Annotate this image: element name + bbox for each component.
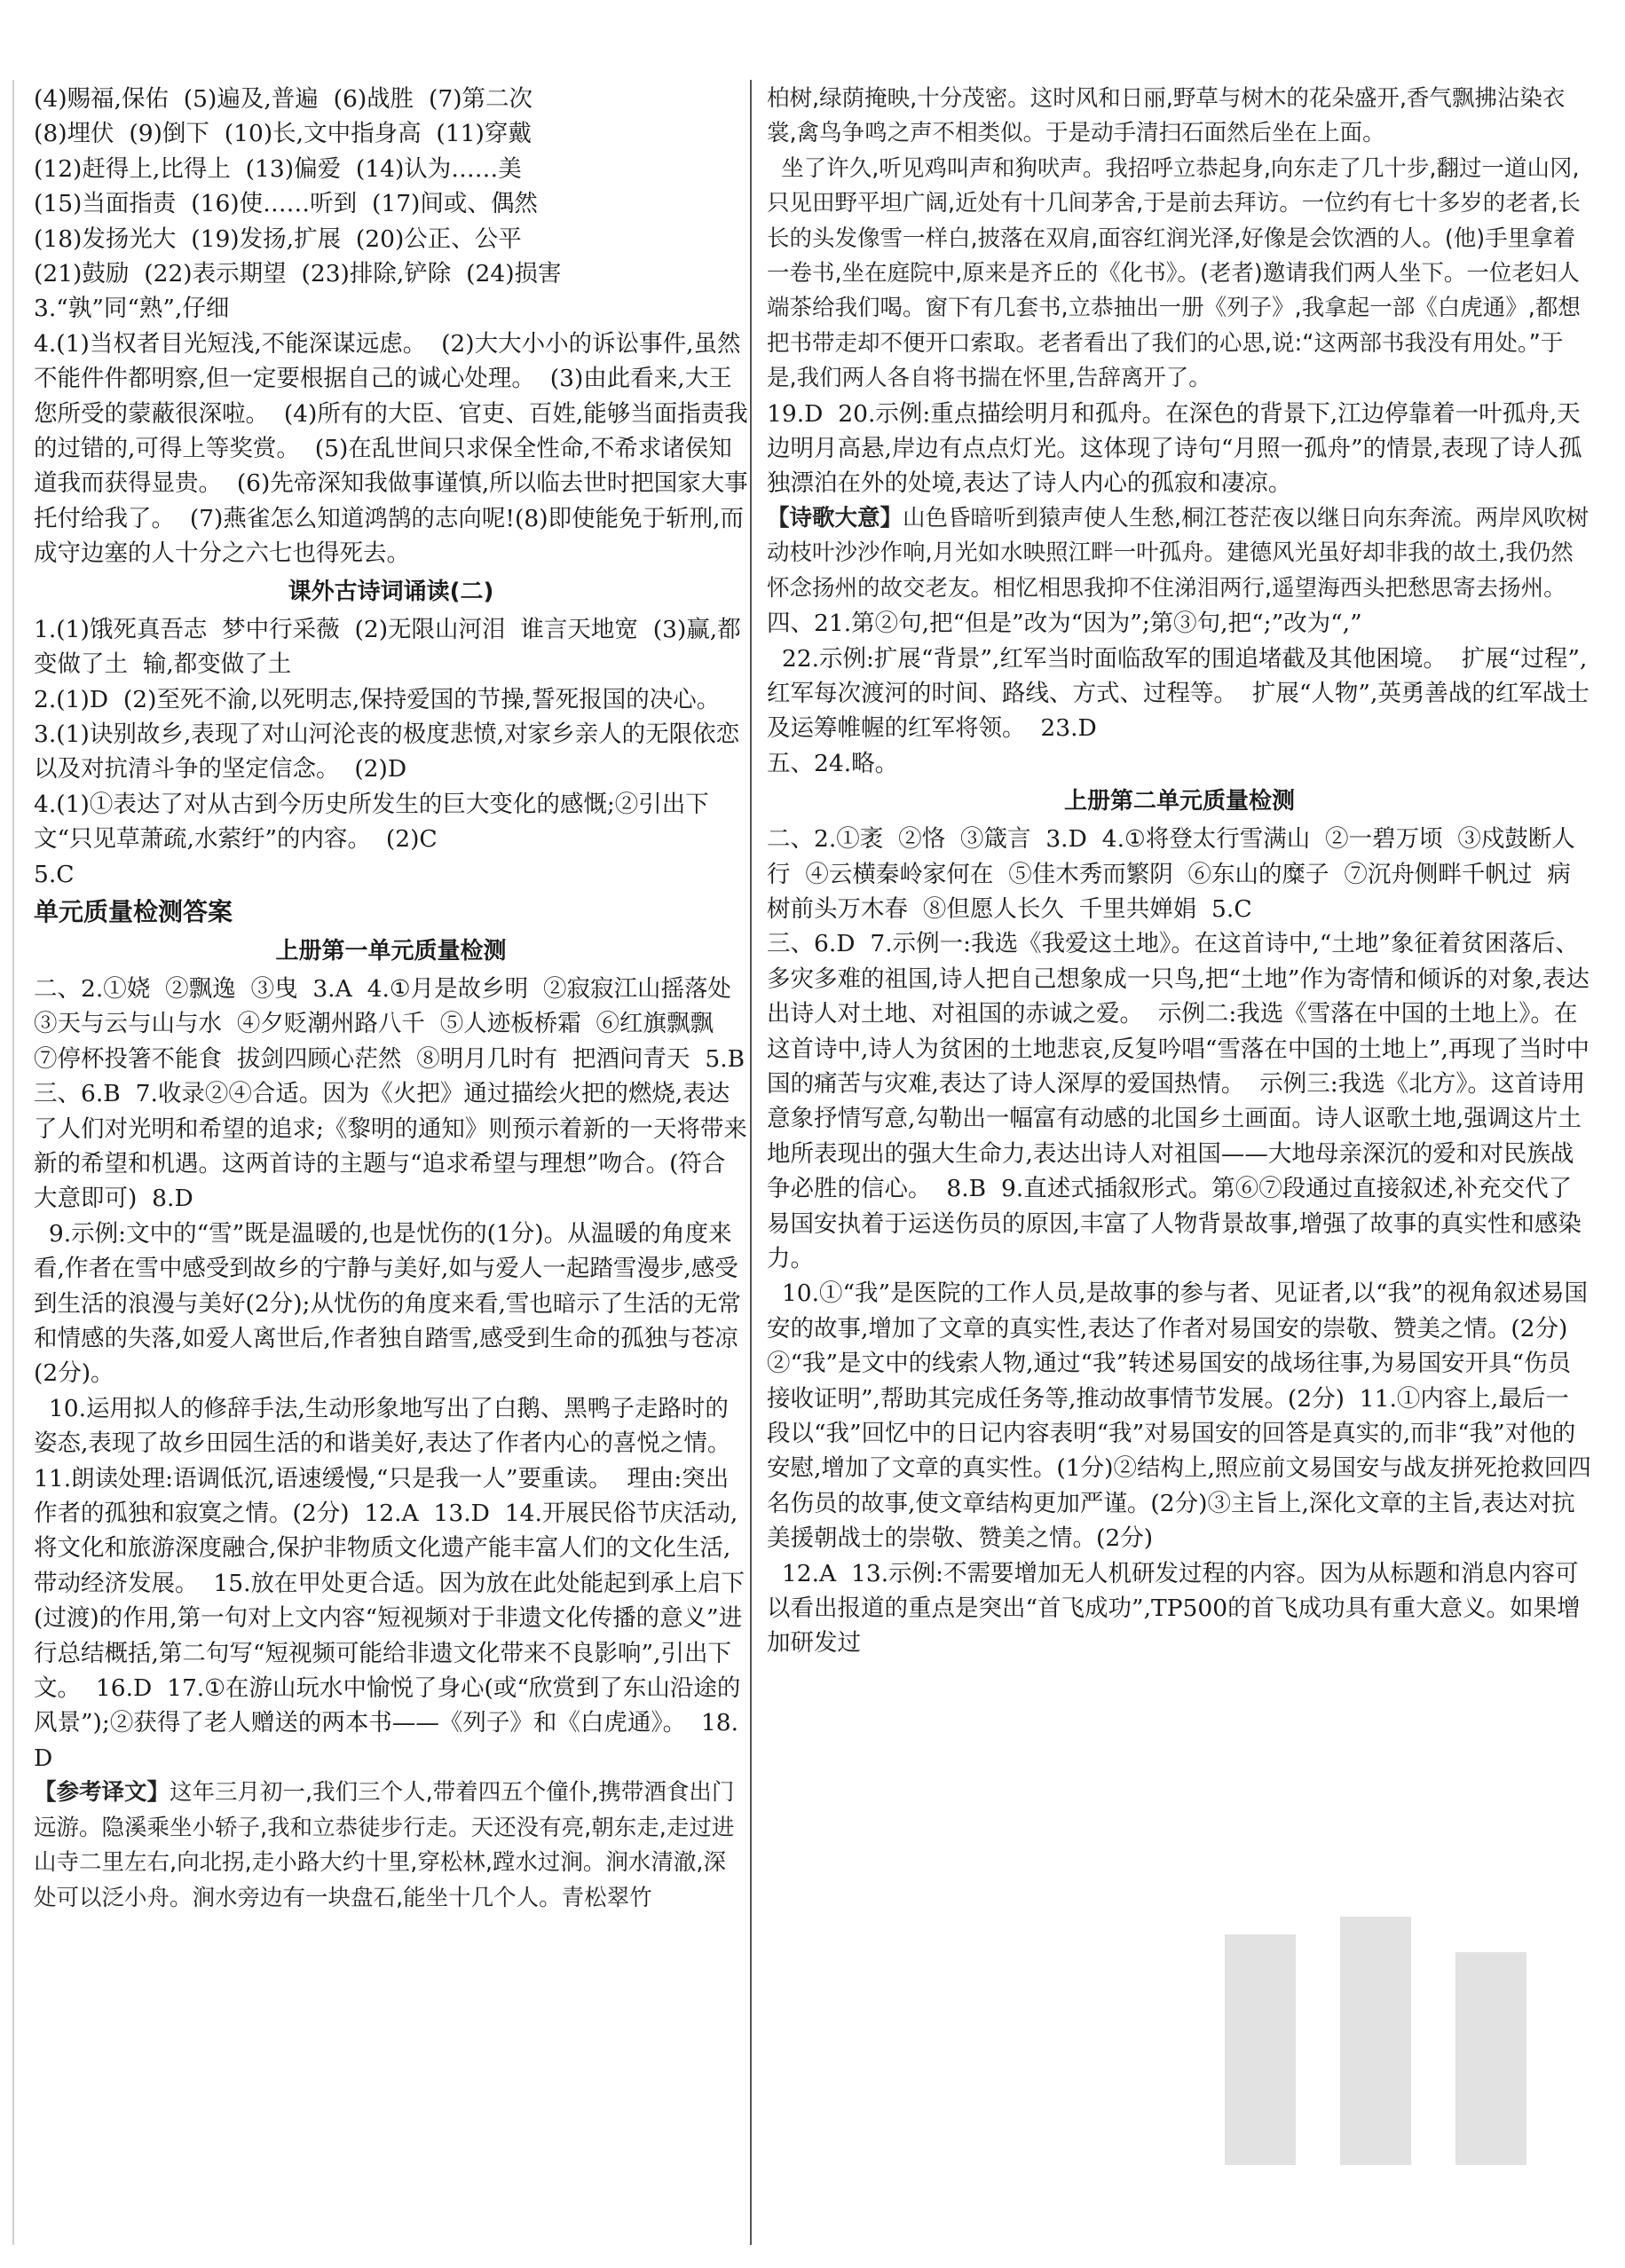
paragraph-tag: 【诗歌大意】 — [767, 504, 903, 532]
watermark-bar-3 — [1455, 1952, 1526, 2165]
paragraph-text: 9.示例:文中的“雪”既是温暖的,也是忧伤的(1分)。从温暖的角度来看,作者在雪中感受到故乡的宁静与美好,如与爱人一起踏雪漫步,感受到生活的浪漫与美好(2分);从忧伤的角度来看,雪也暗示了生活的无常和情感的失落,如爱人离世后,作者独自踏雪,感受到生命的孤独与苍凉(2分)。 — [34, 1219, 741, 1388]
paragraph-text: 4.(1)当权者目光短浅,不能深谋远虑。 (2)大大小小的诉讼事件,虽然不能件件都明察,但一定要根据自己的诚心处理。 (3)由此看来,大王您所受的蒙蔽很深啦。 (4)所有的大臣、官吏、百姓,能够当面指责我的过错的,可得上等奖赏。 (5)在乱世间只求保全性命,不希求诸侯知道我而获得显贵。 (6)先帝深知我做事谨慎,所以临去世时把国家大事托付给我了。 (7)燕雀怎么知道鸿鹄的志向呢!(8)即使能免于斩刑,而成守边塞的人十分之六七也得死去。 — [34, 329, 748, 568]
paragraph-text: 坐了许久,听见鸡叫声和狗吠声。我招呼立恭起身,向东走了几十步,翻过一道山冈,只见田野平坦广阔,近处有十几间茅舍,于是前去拜访。一位约有七十多岁的老者,长长的头发像雪一样白,披落在双肩,面容红润光泽,好像是会饮酒的人。(他)手里拿着一卷书,坐在庭院中,原来是齐丘的《化书》。(老者)邀请我们两人坐下。一位老妇人端茶给我们喝。窗下有几套书,立恭抽出一册《列子》,我拿起一部《白虎通》,都想把书带走却不便开口索取。老者看出了我们的心思,说:“这两部书我没有用处。”于是,我们两人各自将书揣在怀里,告辞离开了。 — [767, 154, 1581, 392]
watermark-bar-2 — [1340, 1917, 1411, 2165]
right-column — [767, 82, 1592, 1661]
paragraph-text: 1.(1)饿死真吾志 梦中行采薇 (2)无限山河泪 谁言天地宽 (3)赢,都变做了土 输,都变做了土 — [34, 615, 741, 679]
paragraph-text: 四、21.第②句,把“但是”改为“因为”;第③句,把“;”改为“,” — [767, 610, 1362, 638]
paragraph-text: 上册第二单元质量检测 — [1063, 788, 1295, 815]
subsection-heading — [767, 783, 1592, 820]
paragraph-text: 二、2.①袤 ②恪 ③箴言 3.D 4.①将登太行雪满山 ②一碧万顷 ③戍鼓断人行 ④云横秦岭家何在 ⑤佳木秀而繁阴 ⑥东山的糜子 ⑦沉舟侧畔千帆过 病树前头万木春 ⑧但愿人长久 千里共婵娟 5.C — [767, 825, 1575, 923]
translation-paragraph — [767, 152, 1592, 397]
answer-paragraph — [34, 612, 748, 682]
paragraph-text: 山色昏暗听到猿声使人生愁,桐江苍茫夜以继日向东奔流。两岸风吹树动枝叶沙沙作响,月光如水映照江畔一叶孤舟。建德风光虽好却非我的故土,我仍然怀念扬州的故交老友。相忆相思我抑不住涕泪两行,遥望海西头把愁思寄去扬州。 — [767, 504, 1590, 602]
answer-paragraph — [34, 222, 748, 256]
paragraph-text: 三、6.D 7.示例一:我选《我爱这土地》。在这首诗中,“土地”象征着贫困落后、多灾多难的祖国,诗人把自己想象成一只鸟,把“土地”作为寄情和倾诉的对象,表达出诗人对土地、对祖国的赤诚之爱。 示例二:我选《雪落在中国的土地上》。在这首诗中,诗人为贫困的土地悲哀,反复吟唱“雪落在中国的土地上”,再现了当时中国的痛苦与灾难,表达了诗人深厚的爱国热情。 示例三:我选《北方》。这首诗用意象抒情写意,勾勒出一幅富有动感的北国乡土画面。诗人讴歌土地,强调这片土地所表现出的强大生命力,表达出诗人对祖国——大地母亲深沉的爱和对民族战争必胜的信心。 8.B 9.直述式插叙形式。第⑥⑦段通过直接叙述,补充交代了易国安执着于运送伤员的原因,丰富了人物背景故事,增强了故事的真实性和感染力。 — [767, 930, 1590, 1272]
column-divider — [750, 80, 752, 2245]
subsection-heading — [34, 933, 748, 970]
paragraph-text: 4.(1)①表达了对从古到今历史所发生的巨大变化的感慨;②引出下文“只见草萧疏,水萦纡”的内容。 (2)C — [34, 790, 709, 854]
paragraph-tag: 【参考译文】 — [34, 1779, 170, 1807]
watermark-logo — [1189, 1899, 1589, 2192]
answer-paragraph — [34, 1217, 748, 1391]
paragraph-text: (21)鼓励 (22)表示期望 (23)排除,铲除 (24)损害 — [34, 260, 562, 288]
paragraph-text: 这年三月初一,我们三个人,带着四五个僮仆,携带酒食出门远游。隐溪乘坐小轿子,我和立恭徒步行走。天还没有亮,朝东走,走过进山寺二里左右,向北拐,走小路大约十里,穿松林,蹚水过涧。涧水清澈,深处可以泛小舟。涧水旁边有一块盘石,能坐十几个人。青松翠竹 — [34, 1779, 735, 1911]
answer-paragraph — [34, 1391, 748, 1776]
answer-paragraph — [767, 1276, 1592, 1555]
answer-paragraph — [767, 746, 1592, 781]
paragraph-text: 课外古诗词诵读(二) — [288, 578, 494, 605]
translation-paragraph — [767, 82, 1592, 152]
answer-paragraph — [34, 152, 748, 186]
paragraph-text: 5.C — [34, 860, 75, 888]
answer-paragraph — [34, 717, 748, 787]
answer-paragraph — [34, 256, 748, 291]
paragraph-text: (15)当面指责 (16)使……听到 (17)间或、偶然 — [34, 190, 538, 218]
paragraph-text: 22.示例:扩展“背景”,红军当时面临敌军的围追堵截及其他困境。 扩展“过程”,红军每次渡河的时间、路线、方式、过程等。 扩展“人物”,英勇善战的红军战士及运筹帷幄的红军将领。 23.D — [767, 644, 1590, 743]
paragraph-text: 三、6.B 7.收录②④合适。因为《火把》通过描绘火把的燃烧,表达了人们对光明和希望的追求;《黎明的通知》则预示着新的一天将带来新的希望和机遇。这两首诗的主题与“追求希望与理想”吻合。(符合大意即可) 8.D — [34, 1080, 747, 1213]
paragraph-text: 19.D 20.示例:重点描绘明月和孤舟。在深色的背景下,江边停靠着一叶孤舟,天边明月高悬,岸边有点点灯光。这体现了诗句“月照一孤舟”的情景,表现了诗人孤独漂泊在外的处境,表达了诗人内心的孤寂和凄凉。 — [767, 399, 1582, 498]
answer-paragraph — [767, 397, 1592, 501]
paragraph-text: 10.运用拟人的修辞手法,生动形象地写出了白鹅、黑鸭子走路时的姿态,表现了故乡田园生活的和谐美好,表达了作者内心的喜悦之情。 11.朗读处理:语调低沉,语速缓慢,“只是我一人”要重读。 理由:突出作者的孤独和寂寞之情。(2分) 12.A 13.D 14.开展民俗节庆活动,将文化和旅游深度融合,保护非物质文化遗产能丰富人们的文化生活,带动经济发展。 15.放在甲处更合适。因为放在此处能起到承上启下(过渡)的作用,第一句对上文内容“短视频对于非遗文化传播的意义”进行总结概括,第二句写“短视频可能给非遗文化带来不良影响”,引出下文。 16.D 17.①在游山玩水中愉悦了身心(或“欣赏到了东山沿途的风景”);②获得了老人赠送的两本书——《列子》和《白虎通》。 18.D — [34, 1394, 746, 1772]
paragraph-text: (4)赐福,保佑 (5)遍及,普遍 (6)战胜 (7)第二次 — [34, 85, 533, 113]
paragraph-text: 3.“孰”同“熟”,仔细 — [34, 295, 230, 323]
paragraph-text: 二、2.①娆 ②飘逸 ③曳 3.A 4.①月是故乡明 ②寂寂江山摇落处 ③天与云与山与水 ④夕贬潮州路八千 ⑤人迹板桥霜 ⑥红旗飘飘 ⑦停杯投箸不能食 拔剑四顾心茫然 ⑧明月几时有 把酒问青天 5.B — [34, 974, 746, 1073]
paragraph-text: 上册第一单元质量检测 — [275, 937, 507, 965]
subsection-heading — [34, 573, 748, 610]
answer-paragraph — [34, 116, 748, 151]
answer-paragraph — [34, 787, 748, 857]
left-column — [34, 82, 748, 1916]
answer-paragraph — [767, 1556, 1592, 1661]
paragraph-text: 2.(1)D (2)至死不渝,以死明志,保持爱国的节操,誓死报国的决心。 — [34, 685, 721, 713]
answer-paragraph — [34, 291, 748, 326]
answer-paragraph — [34, 857, 748, 892]
paragraph-text: (12)赶得上,比得上 (13)偏爱 (14)认为……美 — [34, 154, 522, 183]
paragraph-text: (8)埋伏 (9)倒下 (10)长,文中指身高 (11)穿戴 — [34, 120, 532, 148]
answer-paragraph — [34, 1076, 748, 1217]
paragraph-text: 12.A 13.示例:不需要增加无人机研发过程的内容。因为从标题和消息内容可以看出报道的重点是突出“首飞成功”,TP500的首飞成功具有重大意义。如果增加研发过 — [767, 1559, 1581, 1658]
answer-paragraph — [767, 926, 1592, 1276]
page-edge-shadow — [12, 80, 14, 2245]
answer-paragraph — [767, 606, 1592, 641]
paragraph-text: 五、24.略。 — [767, 749, 899, 777]
paragraph-text: 10.①“我”是医院的工作人员,是故事的参与者、见证者,以“我”的视角叙述易国安的故事,增加了文章的真实性,表达了作者对易国安的崇敬、赞美之情。(2分)②“我”是文中的线索人物,通过“我”转述易国安的战场往事,为易国安开具“伤员接收证明”,帮助其完成任务等,推动故事情节发展。(2分) 11.①内容上,最后一段以“我”回忆中的日记内容表明“我”对易国安的回答是真实的,而非“我”对他的安慰,增加了文章的真实性。(1分)②结构上,照应前文易国安与战友拼死抢救回四名伤员的故事,使文章结构更加严谨。(2分)③主旨上,深化文章的主旨,表达对抗美援朝战士的崇敬、赞美之情。(2分) — [767, 1280, 1591, 1553]
translation-paragraph — [34, 1776, 748, 1916]
answer-paragraph — [34, 327, 748, 571]
answer-paragraph — [34, 186, 748, 221]
answer-paragraph — [767, 822, 1592, 926]
section-heading — [34, 894, 748, 931]
paragraph-text: (18)发扬光大 (19)发扬,扩展 (20)公正、公平 — [34, 224, 522, 253]
answer-paragraph — [34, 972, 748, 1076]
paragraph-text: 柏树,绿荫掩映,十分茂密。这时风和日丽,野草与树木的花朵盛开,香气飘拂沾染衣裳,禽鸟争鸣之声不相类似。于是动手清扫石面然后坐在上面。 — [767, 85, 1566, 147]
answer-paragraph — [34, 682, 748, 717]
answer-paragraph — [767, 642, 1592, 746]
answer-paragraph — [34, 82, 748, 116]
translation-paragraph — [767, 501, 1592, 606]
paragraph-text: 3.(1)诀别故乡,表现了对山河沦丧的极度悲愤,对家乡亲人的无限依恋以及对抗清斗争的坚定信念。 (2)D — [34, 720, 740, 784]
watermark-bar-1 — [1225, 1934, 1296, 2165]
paragraph-text: 单元质量检测答案 — [34, 896, 233, 926]
